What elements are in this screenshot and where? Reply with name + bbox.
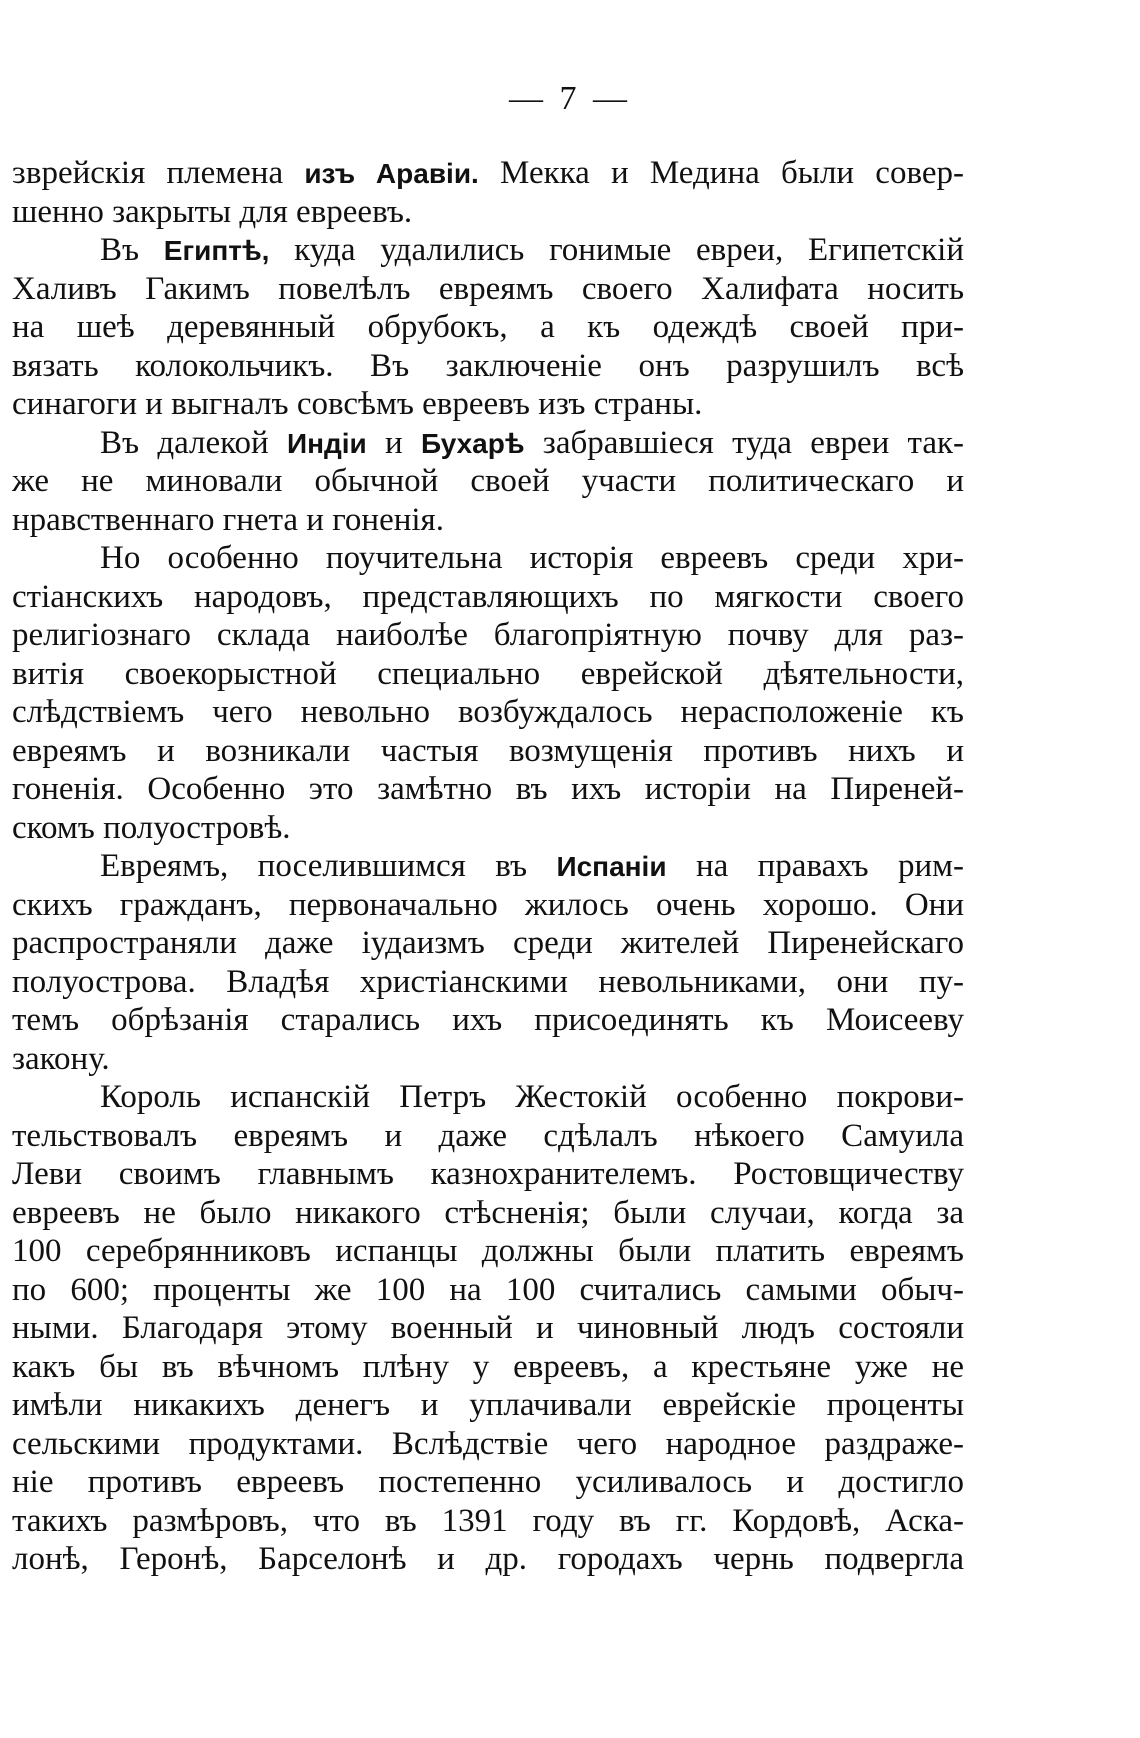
text-line xyxy=(12,424,964,463)
text-line xyxy=(12,886,964,925)
text-segment: Халивъ Гакимъ повелѣлъ евреямъ своего Халифата носить xyxy=(12,270,964,307)
text-line xyxy=(12,847,964,886)
paragraph xyxy=(12,424,964,540)
text-line xyxy=(12,462,964,501)
text-line xyxy=(12,1194,964,1233)
text-segment: закону. xyxy=(12,1040,110,1077)
text-segment: и xyxy=(366,424,421,461)
text-segment: Въ далекой xyxy=(100,424,287,461)
text-segment: темъ обрѣзанія старались ихъ присоединять къ Моисееву xyxy=(12,1002,964,1038)
text-line xyxy=(12,1386,964,1425)
text-line xyxy=(12,385,964,424)
text-segment: на шеѣ деревянный обрубокъ, а къ одеждѣ своей при- xyxy=(12,309,964,345)
text-segment: Евреямъ, поселившимся въ xyxy=(100,848,557,884)
text-segment: забравшіеся туда евреи так- xyxy=(524,424,964,461)
text-line xyxy=(12,1117,964,1156)
text-segment: Но особенно поучительна исторія евреевъ среди хри- xyxy=(100,540,964,576)
emphasized-place-name: Египтѣ, xyxy=(163,235,270,266)
paragraph xyxy=(12,231,964,424)
text-segment: вязать колокольчикъ. Въ заключеніе онъ разрушилъ всѣ xyxy=(12,347,964,384)
emphasized-place-name: изъ Аравіи. xyxy=(304,158,479,189)
text-segment: ɜврейскія племена xyxy=(12,155,305,191)
text-line xyxy=(12,693,964,732)
text-segment: Въ xyxy=(100,232,164,268)
text-line xyxy=(12,193,964,232)
text-segment: ными. Благодаря этому военный и чиновный людъ состояли xyxy=(12,1310,964,1346)
text-segment: распространяли даже іудаизмъ среди жителей Пиренейскаго xyxy=(12,925,964,961)
text-segment: евреевъ не было никакого стѣсненія; были случаи, когда за xyxy=(12,1194,964,1231)
text-line xyxy=(12,578,964,617)
text-segment: слѣдствіемъ чего невольно возбуждалось нерасположеніе къ xyxy=(12,694,964,730)
text-segment: евреямъ и возникали частыя возмущенія противъ нихъ и xyxy=(12,732,964,769)
paragraph xyxy=(12,539,964,847)
emphasized-place-name: Индіи xyxy=(286,427,367,459)
text-segment: витія своекорыстной специально еврейской дѣятельности, xyxy=(12,655,964,692)
text-line xyxy=(12,924,964,963)
body-text xyxy=(12,154,964,1579)
text-segment: какъ бы въ вѣчномъ плѣну у евреевъ, а крестьяне уже не xyxy=(12,1348,964,1385)
text-line xyxy=(12,809,964,848)
text-segment: полуострова. Владѣя христіанскими невольниками, они пу- xyxy=(12,963,964,1000)
text-segment: такихъ размѣровъ, что въ 1391 году въ гг. Кордовѣ, Аска- xyxy=(12,1502,964,1539)
text-segment: же не миновали обычной своей участи политическаго и xyxy=(12,463,964,499)
text-line xyxy=(12,270,964,309)
text-line xyxy=(12,1540,964,1579)
text-line xyxy=(12,1309,964,1348)
emphasized-place-name: Бухарѣ xyxy=(420,427,525,459)
text-line xyxy=(12,770,964,809)
emphasized-place-name: Испаніи xyxy=(556,851,667,882)
text-line xyxy=(12,347,964,386)
text-segment: религіознаго склада наиболѣе благопріятную почву для раз- xyxy=(12,617,964,653)
text-segment: Король испанскій Петръ Жестокій особенно покрови- xyxy=(100,1079,964,1115)
text-segment: сельскими продуктами. Вслѣдствіе чего народное раздраже- xyxy=(12,1425,964,1462)
text-line xyxy=(12,1078,964,1117)
text-line xyxy=(12,732,964,771)
text-segment: имѣли никакихъ денегъ и уплачивали еврейскіе проценты xyxy=(12,1387,964,1423)
text-line xyxy=(12,655,964,694)
text-line xyxy=(12,154,964,193)
text-line xyxy=(12,963,964,1002)
text-line xyxy=(12,616,964,655)
text-segment: синагоги и выгналъ совсѣмъ евреевъ изъ страны. xyxy=(12,386,703,422)
text-line xyxy=(12,1232,964,1271)
text-segment: Леви своимъ главнымъ казнохранителемъ. Ростовщичеству xyxy=(12,1156,964,1192)
paragraph xyxy=(12,847,964,1078)
paragraph xyxy=(12,1078,964,1579)
text-segment: на правахъ рим- xyxy=(666,848,964,884)
text-line xyxy=(12,1463,964,1502)
text-segment: скихъ гражданъ, первоначально жилось очень хорошо. Они xyxy=(12,886,964,923)
text-line xyxy=(12,1271,964,1310)
text-line xyxy=(12,1040,964,1079)
text-line xyxy=(12,308,964,347)
paragraph xyxy=(12,154,964,231)
text-line xyxy=(12,231,964,270)
text-segment: куда удалились гонимые евреи, Египетскій xyxy=(269,232,964,268)
text-line xyxy=(12,1348,964,1387)
text-segment: по 600; проценты же 100 на 100 считались самыми обыч- xyxy=(12,1271,964,1308)
text-line xyxy=(12,1502,964,1541)
page-number: — 7 — xyxy=(509,80,631,117)
text-segment: гоненія. Особенно это замѣтно въ ихъ исторіи на Пиреней- xyxy=(12,771,964,807)
text-segment: стіанскихъ народовъ, представляющихъ по мягкости своего xyxy=(12,578,964,615)
text-line xyxy=(12,1425,964,1464)
text-segment: Мекка и Медина были совер- xyxy=(478,155,964,191)
text-segment: тельствовалъ евреямъ и даже сдѣлалъ нѣкоего Самуила xyxy=(12,1117,964,1154)
text-line xyxy=(12,501,964,540)
text-line xyxy=(12,1001,964,1040)
text-segment: нравственнаго гнета и гоненія. xyxy=(12,501,444,538)
text-line xyxy=(12,539,964,578)
text-line xyxy=(12,1155,964,1194)
text-segment: 100 серебрянниковъ испанцы должны были платить евреямъ xyxy=(12,1233,964,1269)
text-segment: ніе противъ евреевъ постепенно усиливалось и достигло xyxy=(12,1464,964,1500)
text-segment: лонѣ, Геронѣ, Барселонѣ и др. городахъ чернь подвергла xyxy=(12,1541,964,1577)
text-segment: шенно закрыты для евреевъ. xyxy=(12,193,413,230)
text-segment: скомъ полуостровѣ. xyxy=(12,809,291,846)
